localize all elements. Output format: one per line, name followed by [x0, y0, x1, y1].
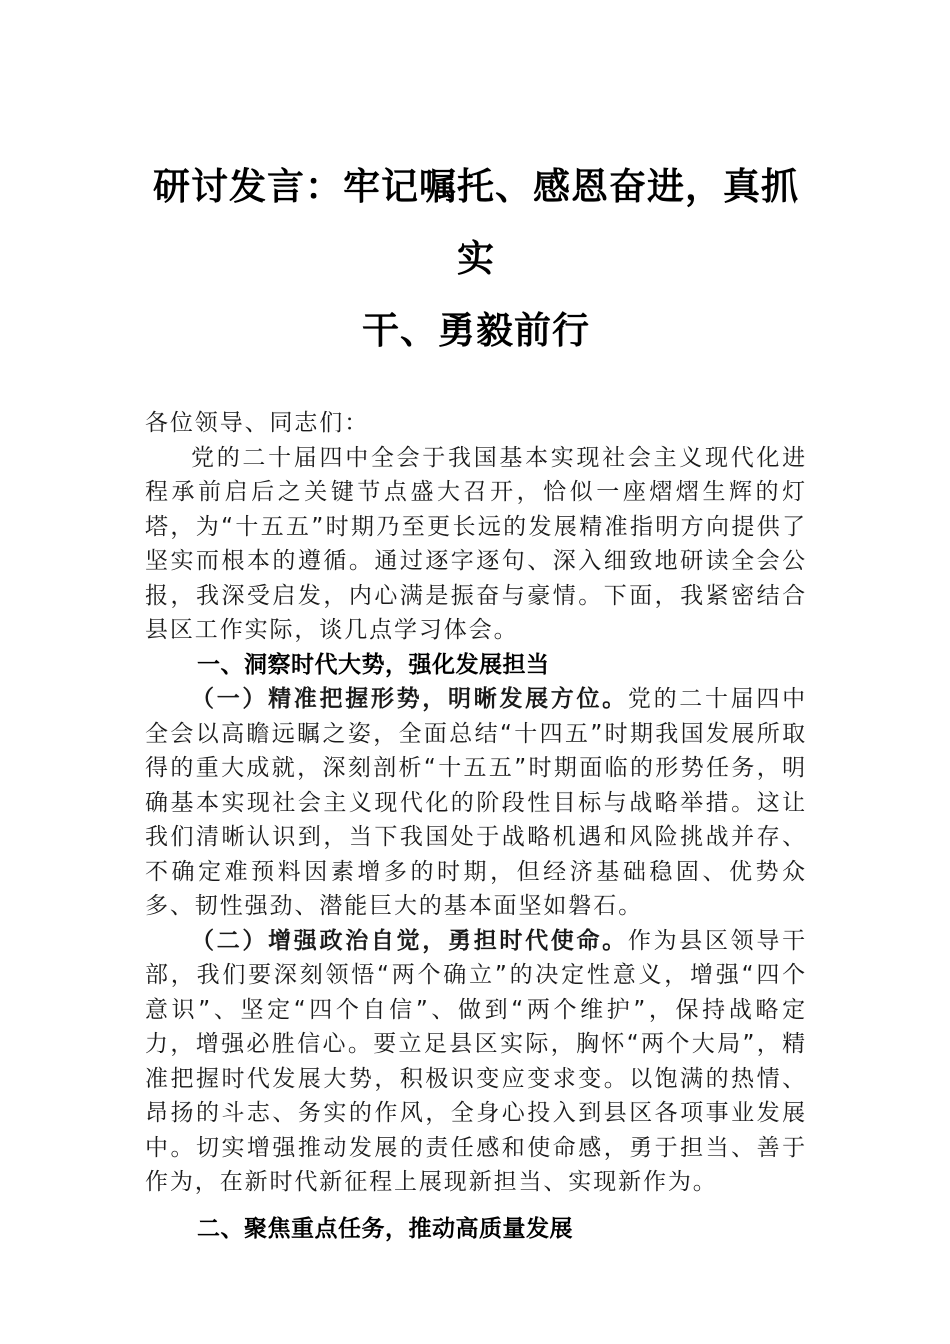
subsection-1-1: [145, 682, 807, 924]
document-page: [145, 150, 807, 1246]
intro-paragraph: 党的二十届四中全会于我国基本实现社会主义现代化进程承前启后之关键节点盛大召开，恰似一座熠熠生辉的灯塔，为“十五五”时期乃至更长远的发展精准指明方向提供了坚实而根本的遵循。通过逐字逐句、深入细致地研读全会公报，我深受启发，内心满是振奋与豪情。下面，我紧密结合县区工作实际，谈几点学习体会。: [145, 444, 807, 643]
subsection-lead: （二）增强政治自觉，勇担时代使命。: [191, 927, 628, 954]
document-title: [136, 150, 816, 366]
subsection-lead: （一）精准把握形势，明晰发展方位。: [191, 686, 628, 712]
title-line-1: 研讨发言：牢记嘱托、感恩奋进，真抓实: [153, 164, 799, 280]
salutation: 各位领导、同志们：: [145, 410, 370, 436]
subsection-text: 党的二十届四中全会以高瞻远瞩之姿，全面总结“十四五”时期我国发展所取得的重大成就，深刻剖析“十五五”时期面临的形势任务，明确基本实现社会主义现代化的阶段性目标与战略举措。这让我们清晰认识到，当下我国处于战略机遇和风险挑战并存、不确定难预料因素增多的时期，但经济基础稳固、优势众多、韧性强劲、潜能巨大的基本面坚如磐石。: [145, 686, 807, 919]
section-heading-1: 一、洞察时代大势，强化发展担当: [197, 651, 550, 678]
subsection-1-2: [145, 924, 807, 1200]
subsection-text: 作为县区领导干部，我们要深刻领悟“两个确立”的决定性意义，增强“四个意识”、坚定“四个自信”、做到“两个维护”，保持战略定力，增强必胜信心。要立足县区实际，胸怀“两个大局”，精准把握时代发展大势，积极识变应变求变。以饱满的热情、昂扬的斗志、务实的作风，全身心投入到县区各项事业发展中。切实增强推动发展的责任感和使命感，勇于担当、善于作为，在新时代新征程上展现新担当、实现新作为。: [145, 927, 807, 1195]
section-heading-2: 二、聚焦重点任务，推动高质量发展: [197, 1215, 573, 1242]
title-line-2: 干、勇毅前行: [362, 308, 590, 352]
document-body: [145, 406, 807, 1246]
